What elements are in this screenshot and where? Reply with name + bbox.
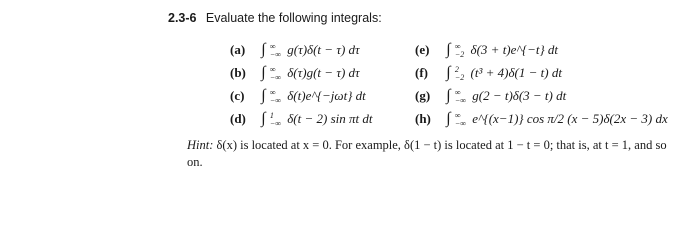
upper-limit: 2 [454,65,459,75]
item-label: (f) [415,65,428,80]
integral-sign-icon: ∫ [261,41,266,58]
integral-item-g [415,88,566,105]
item-label: (c) [230,88,245,103]
hint-label: Hint: [187,138,214,152]
lower-limit: −∞ [269,119,281,129]
lower-limit: −∞ [269,50,281,60]
integral-limits [270,66,281,82]
integral-item-e [415,42,558,59]
upper-limit: ∞ [269,88,276,98]
item-label: (g) [415,88,431,103]
integral-sign-icon: ∫ [261,64,266,81]
integral-limits [455,43,464,59]
integral-sign-icon: ∫ [446,64,451,81]
item-label: (e) [415,42,430,57]
integral-limits [455,89,466,105]
lower-limit: −∞ [269,96,281,106]
lower-limit: −∞ [454,119,466,129]
integral-sign-icon: ∫ [446,110,451,127]
integrand: (t³ + 4)δ(1 − t) dt [470,65,562,80]
integrand: δ(t − 2) sin πt dt [287,111,373,126]
item-label: (a) [230,42,246,57]
integrand: e^{(x−1)} cos π/2 (x − 5)δ(2x − 3) dx [472,111,668,126]
item-label: (d) [230,111,246,126]
upper-limit: 1 [269,111,274,121]
integral-item-a [230,42,360,59]
lower-limit: −∞ [269,73,281,83]
lower-limit: −∞ [454,96,466,106]
upper-limit: ∞ [454,88,461,98]
integrand: δ(3 + t)e^{−t} dt [470,42,559,57]
integrand: δ(t)e^{−jωt} dt [287,88,366,103]
integral-sign-icon: ∫ [261,87,266,104]
integral-limits [270,89,281,105]
lower-limit: −2 [454,50,465,60]
integral-limits [270,43,281,59]
integral-item-b [230,65,360,82]
integral-sign-icon: ∫ [261,110,266,127]
upper-limit: ∞ [269,65,276,75]
integral-limits [455,66,464,82]
problem-number: 2.3-6 [168,11,197,25]
problem-header [168,10,382,26]
integral-item-f [415,65,562,82]
integral-item-h [415,111,668,128]
integral-sign-icon: ∫ [446,41,451,58]
lower-limit: −2 [454,73,465,83]
integrand: δ(τ)g(t − τ) dτ [287,65,360,80]
hint-paragraph [187,137,667,171]
integrand: g(τ)δ(t − τ) dτ [287,42,360,57]
item-label: (h) [415,111,431,126]
upper-limit: ∞ [269,42,276,52]
upper-limit: ∞ [454,42,461,52]
integral-limits [270,112,281,128]
hint-text: δ(x) is located at x = 0. For example, δ(1 − t) is located at 1 − t = 0; that is, at t = 1, and so on. [187,138,667,169]
integrand: g(2 − t)δ(3 − t) dt [472,88,567,103]
integral-item-c [230,88,366,105]
upper-limit: ∞ [454,111,461,121]
item-label: (b) [230,65,246,80]
integral-sign-icon: ∫ [446,87,451,104]
integral-item-d [230,111,373,128]
problem-title: Evaluate the following integrals: [205,11,382,25]
integral-limits [455,112,466,128]
